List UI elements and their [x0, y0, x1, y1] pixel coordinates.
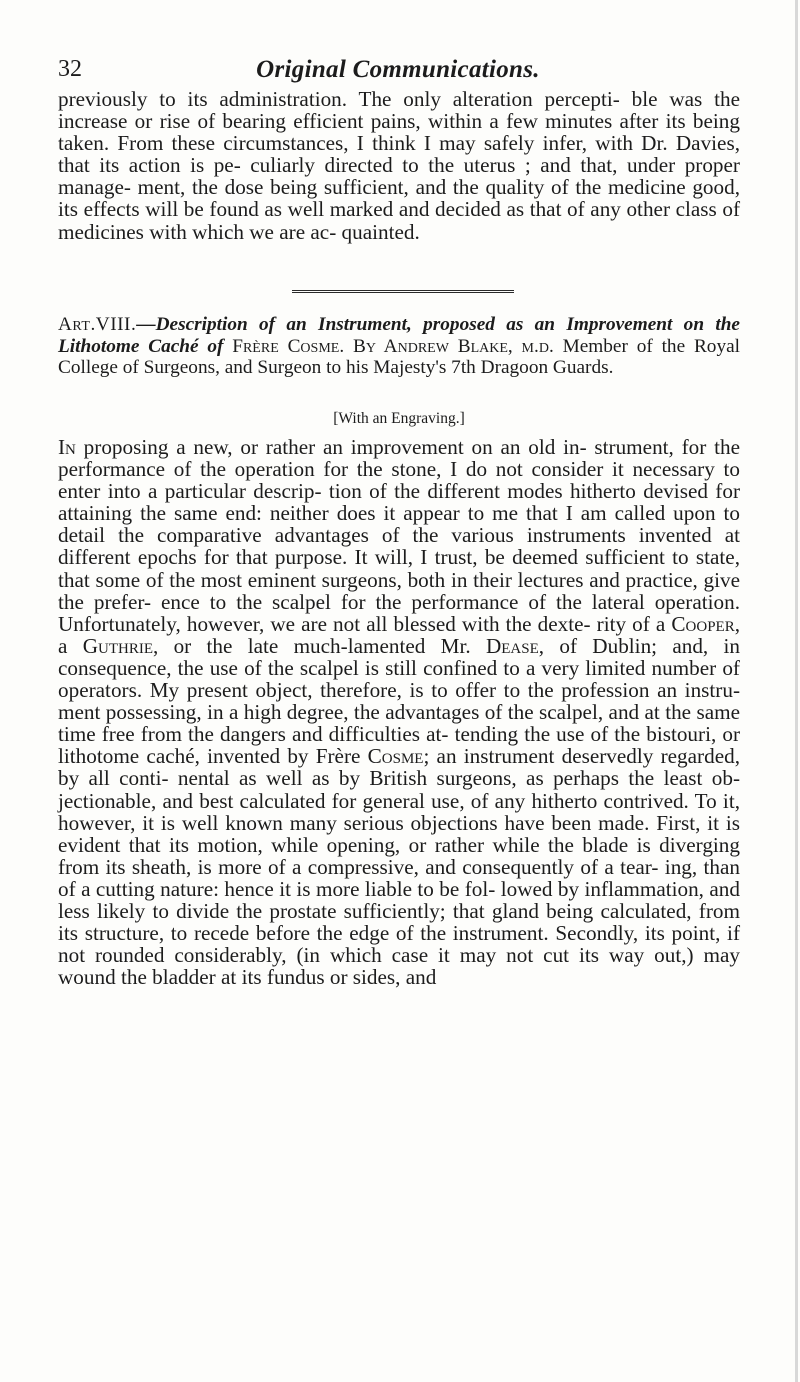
- paragraph-2-text-a: proposing a new, or rather an improvement on an old in- strument, for the performance of the operation for the stone, I do not consider it necessary to enter into a particular descrip- tion of the different modes hitherto devised for attaining the same end: neither does it appear to me that I am called upon to detail the comparative advantages of the various instruments invented at different epochs for that purpose. It will, I trust, be deemed sufficient to state, that some of the most eminent surgeons, both in their lectures and practice, give the prefer- ence to the scalpel for the performance of the lateral operation. Unfortunately, however, we are not all blessed with the dexte- rity of a: [58, 435, 740, 636]
- name-dease: Dease: [485, 633, 539, 658]
- page-number: 32: [58, 56, 82, 82]
- page-edge: [795, 0, 798, 1382]
- paragraph-2-text-b: , a: [58, 611, 740, 658]
- article-title-name: Frère Cosme.: [232, 335, 345, 357]
- paragraph-2: [58, 436, 740, 988]
- name-cosme: Cosme: [367, 744, 424, 769]
- running-head: Original Communications.: [256, 56, 540, 83]
- engraving-note: [With an Engraving.]: [333, 410, 465, 427]
- name-cooper: Cooper: [671, 611, 735, 636]
- paragraph-2-text-d: , of Dublin; and, in consequence, the use of the scalpel is still confined to a very limited number of operators. My present object, therefore, is to offer to the profession an instru- ment possessing, in a high degree, the advantages of the scalpel, and at the same time free from the dangers and difficulties at- tending the use of the bistouri, or lithotome caché, invented by Frère: [58, 633, 741, 769]
- section-separator: [292, 290, 514, 293]
- article-author-affiliation: Member of the Royal College of Surgeons, and Surgeon to his Majesty's 7th Dragoon Guards.: [58, 335, 741, 378]
- paragraph-2-text-e: ; an instrument deservedly regarded, by all conti- nental as well as by British surgeons, as perhaps the least ob- jectionable, and best calculated for general use, of any hitherto contrived. To it, however, it is well known many serious objections have been made. First, it is evident that its motion, while opening, or rather while the blade is diverging from its sheath, is more of a compressive, and consequently of a tear- ing, than of a cutting nature: hence it is more liable to be fol- lowed by inflammation, and less likely to divide the prostate sufficiently; that gland being calculated, from its structure, to recede before the edge of the instrument. Secondly, its point, if not rounded considerably, (in which case it may not cut its way out,) may wound the bladder at its fundus or sides, and: [58, 744, 740, 990]
- paragraph-1: previously to its administration. The only alteration percepti- ble was the increase or rise of bearing efficient pains, within a few minutes after its being taken. From these circumstances, I think I may safely infer, with Dr. Davies, that its action is pe- culiarly directed to the uterus ; and that, under proper manage- ment, the dose being sufficient, and the quality of the medicine good, its effects will be found as well marked and decided as that of any other class of medicines with which we are ac- quainted.: [58, 87, 740, 244]
- paragraph-2-opening: In: [58, 435, 76, 459]
- name-guthrie: Guthrie: [82, 633, 153, 658]
- article-author: By Andrew Blake, m.d.: [344, 335, 554, 357]
- paragraph-2-text-c: , or the late much-lamented Mr.: [153, 633, 486, 658]
- article-number: Art.VIII.: [58, 314, 137, 335]
- page-header: [58, 56, 738, 88]
- article-title: —Description of an Instrument, proposed as an Improvement on the Lithotome Caché of: [58, 314, 740, 357]
- article-heading: [58, 314, 740, 379]
